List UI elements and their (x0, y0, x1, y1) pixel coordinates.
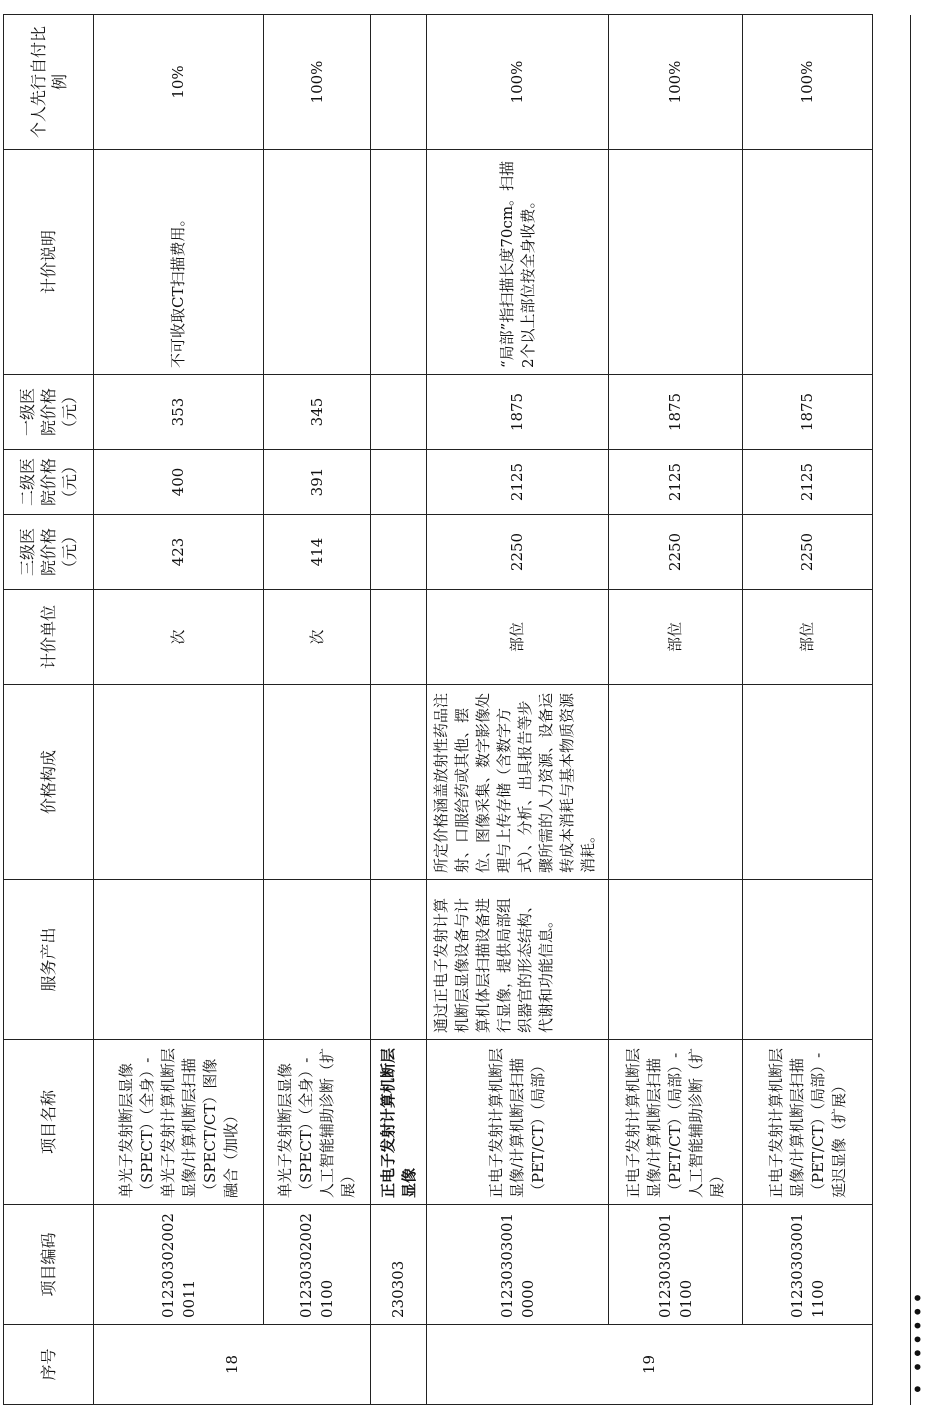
code-cell: 012303030010000 (427, 1205, 609, 1325)
selfpay-cell: 100% (264, 15, 371, 150)
name-cell: 正电子发射计算机断层显像/计算机断层扫描（PET/CT）（局部） (427, 1040, 609, 1205)
note-cell (609, 150, 743, 375)
price-level3-cell (371, 515, 427, 590)
price-level1-cell: 353 (94, 375, 264, 450)
output-cell (264, 880, 371, 1040)
price-level3-cell: 414 (264, 515, 371, 590)
table-row (609, 15, 743, 1405)
price-level3-cell: 2250 (427, 515, 609, 590)
note-cell (743, 150, 873, 375)
header-composition: 价格构成 (4, 685, 94, 880)
header-note: 计价说明 (4, 150, 94, 375)
selfpay-cell (371, 15, 427, 150)
unit-cell: 次 (264, 590, 371, 685)
page-continuation-dots: • •••••• (906, 1290, 930, 1395)
category-name-cell: 正电子发射计算机断层显像 (371, 1040, 427, 1205)
table-row (94, 15, 264, 1405)
header-row (4, 15, 94, 1405)
code-cell: 012303030010100 (609, 1205, 743, 1325)
selfpay-cell: 100% (743, 15, 873, 150)
output-cell (94, 880, 264, 1040)
note-cell (371, 150, 427, 375)
price-level1-cell (371, 375, 427, 450)
header-seq: 序号 (4, 1325, 94, 1405)
table-row (427, 15, 609, 1405)
price-level2-cell: 391 (264, 450, 371, 515)
code-cell: 230303 (371, 1205, 427, 1325)
code-cell: 012303020020011 (94, 1205, 264, 1325)
price-level2-cell (371, 450, 427, 515)
header-price-level1: 一级医院价格（元） (4, 375, 94, 450)
seq-cell: 18 (94, 1325, 371, 1405)
selfpay-cell: 100% (609, 15, 743, 150)
price-level2-cell: 2125 (609, 450, 743, 515)
code-cell: 012303030011100 (743, 1205, 873, 1325)
price-level1-cell: 345 (264, 375, 371, 450)
price-level2-cell: 400 (94, 450, 264, 515)
note-cell: “局部”指扫描长度70cm。扫描2个以上部位按全身收费。 (427, 150, 609, 375)
price-level2-cell: 2125 (743, 450, 873, 515)
pricing-table (3, 14, 873, 1405)
price-level1-cell: 1875 (609, 375, 743, 450)
output-cell: 通过正电子发射计算机断层显像设备与计算机体层扫描设备进行显像，提供局部组织器官的形态结构、代谢和功能信息。 (427, 880, 609, 1040)
unit-cell: 部位 (427, 590, 609, 685)
composition-cell: 所定价格涵盖放射性药品注射、口服给药或其他、摆位、图像采集、数字影像处理与上传存储（含数字方式）、分析、出具报告等步骤所需的人力资源、设备运转成本消耗与基本物质资源消耗。 (427, 685, 609, 880)
code-cell: 012303020020100 (264, 1205, 371, 1325)
header-selfpay: 个人先行自付比例 (4, 15, 94, 150)
header-code: 项目编码 (4, 1205, 94, 1325)
note-cell (264, 150, 371, 375)
seq-cell: 19 (427, 1325, 873, 1405)
table-row (743, 15, 873, 1405)
price-level3-cell: 2250 (743, 515, 873, 590)
seq-cell (371, 1325, 427, 1405)
unit-cell: 次 (94, 590, 264, 685)
header-output: 服务产出 (4, 880, 94, 1040)
composition-cell (743, 685, 873, 880)
unit-cell: 部位 (609, 590, 743, 685)
composition-cell (94, 685, 264, 880)
header-price-level3: 三级医院价格（元） (4, 515, 94, 590)
unit-cell (371, 590, 427, 685)
footer-rule (906, 15, 930, 1405)
composition-cell (264, 685, 371, 880)
name-cell: 单光子发射断层显像（SPECT）（全身）-单光子发射计算机断层显像/计算机断层扫描（SPECT/CT）图像融合（加收） (94, 1040, 264, 1205)
composition-cell (371, 685, 427, 880)
category-row (371, 15, 427, 1405)
selfpay-cell: 100% (427, 15, 609, 150)
output-cell (743, 880, 873, 1040)
name-cell: 单光子发射断层显像（SPECT）（全身）-人工智能辅助诊断（扩展） (264, 1040, 371, 1205)
selfpay-cell: 10% (94, 15, 264, 150)
header-name: 项目名称 (4, 1040, 94, 1205)
rotated-page (0, 15, 930, 1415)
header-price-level2: 二级医院价格（元） (4, 450, 94, 515)
table-row (264, 15, 371, 1405)
note-cell: 不可收取CT扫描费用。 (94, 150, 264, 375)
output-cell (371, 880, 427, 1040)
price-level2-cell: 2125 (427, 450, 609, 515)
composition-cell (609, 685, 743, 880)
price-level1-cell: 1875 (427, 375, 609, 450)
header-unit: 计价单位 (4, 590, 94, 685)
name-cell: 正电子发射计算机断层显像/计算机断层扫描（PET/CT）（局部）-延迟显像（扩展） (743, 1040, 873, 1205)
price-level1-cell: 1875 (743, 375, 873, 450)
price-level3-cell: 2250 (609, 515, 743, 590)
name-cell: 正电子发射计算机断层显像/计算机断层扫描（PET/CT）（局部）-人工智能辅助诊断（扩展） (609, 1040, 743, 1205)
output-cell (609, 880, 743, 1040)
price-level3-cell: 423 (94, 515, 264, 590)
unit-cell: 部位 (743, 590, 873, 685)
